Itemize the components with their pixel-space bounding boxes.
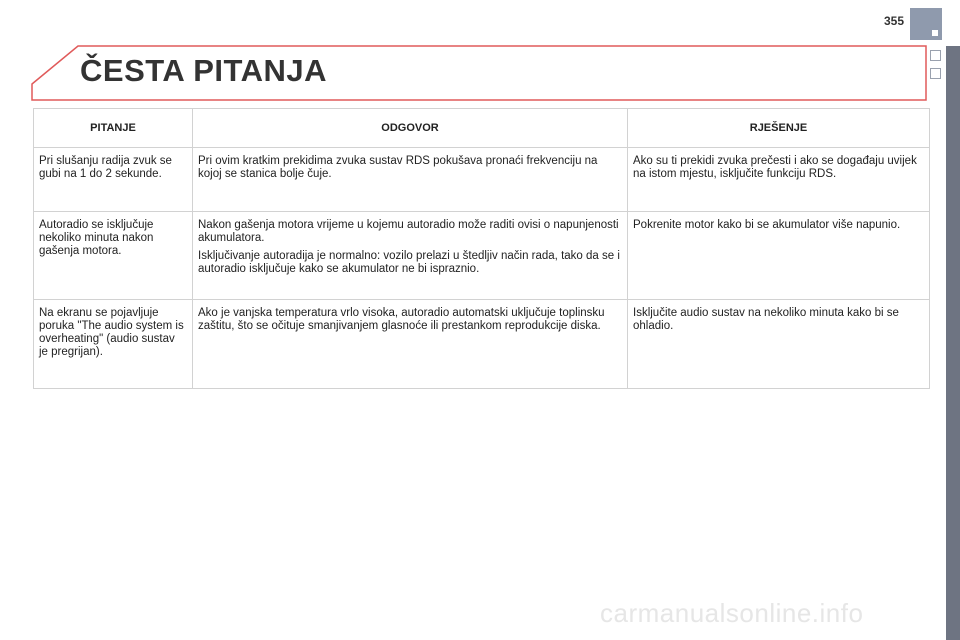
answer-cell (193, 300, 628, 389)
answer-text: Isključivanje autoradija je normalno: vozilo prelazi u štedljiv način rada, tako da se i autoradio isključuje kako se akumulator ne bi ispraznio. (198, 250, 620, 275)
corner-tab[interactable] (910, 8, 942, 40)
question-cell: Pri slušanju radija zvuk se gubi na 1 do 2 sekunde. (34, 148, 193, 212)
solution-cell: Isključite audio sustav na nekoliko minuta kako bi se ohladio. (628, 300, 930, 389)
header-question: PITANJE (34, 109, 193, 148)
corner-tab-mark (932, 30, 938, 36)
side-scroll-bar[interactable] (946, 46, 960, 640)
answer-cell (193, 148, 628, 212)
question-cell: Na ekranu se pojavljuje poruka "The audio system is overheating" (audio sustav je pregrijan). (34, 300, 193, 389)
page-title: ČESTA PITANJA (80, 53, 328, 88)
solution-cell: Ako su ti prekidi zvuka prečesti i ako se događaju uvijek na istom mjestu, isključite funkciju RDS. (628, 148, 930, 212)
answer-text: Ako je vanjska temperatura vrlo visoka, autoradio automatski uključuje toplinsku zaštitu, što se očituje smanjivanjem glasnoće ili prestankom reprodukcije diska. (198, 307, 605, 332)
table-row (34, 212, 930, 300)
answer-cell (193, 212, 628, 300)
table-header-row (34, 109, 930, 148)
table-row (34, 300, 930, 389)
answer-text: Nakon gašenja motora vrijeme u kojemu autoradio može raditi ovisi o napunjenosti akumulatora. (198, 219, 619, 244)
table-row (34, 148, 930, 212)
header-solution: RJEŠENJE (628, 109, 930, 148)
solution-cell: Pokrenite motor kako bi se akumulator više napunio. (628, 212, 930, 300)
watermark: carmanualsonline.info (600, 598, 864, 628)
faq-table (33, 108, 930, 389)
page-number: 355 (883, 14, 904, 28)
answer-text: Pri ovim kratkim prekidima zvuka sustav RDS pokušava pronaći frekvenciju na kojoj se stanica bolje čuje. (198, 155, 598, 180)
nav-checkbox-icon[interactable] (930, 68, 941, 79)
question-cell: Autoradio se isključuje nekoliko minuta nakon gašenja motora. (34, 212, 193, 300)
header-answer: ODGOVOR (193, 109, 628, 148)
nav-checkbox-icon[interactable] (930, 50, 941, 61)
